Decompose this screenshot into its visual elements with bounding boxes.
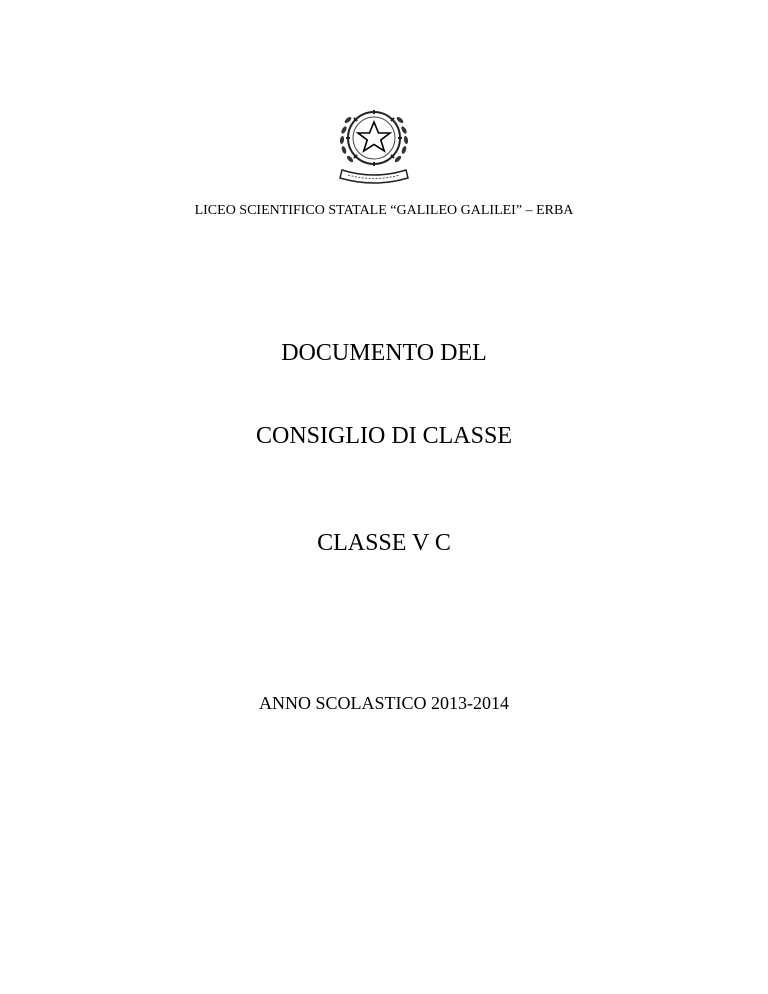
class-label: CLASSE V C bbox=[317, 530, 451, 556]
document-title-line-2: CONSIGLIO DI CLASSE bbox=[255, 423, 512, 449]
school-year: ANNO SCOLASTICO 2013-2014 bbox=[258, 693, 509, 713]
republic-emblem-icon bbox=[334, 100, 414, 188]
document-title-line-1: DOCUMENTO DEL bbox=[281, 340, 487, 366]
school-name: LICEO SCIENTIFICO STATALE “GALILEO GALILEI” – ERBA bbox=[194, 203, 574, 218]
